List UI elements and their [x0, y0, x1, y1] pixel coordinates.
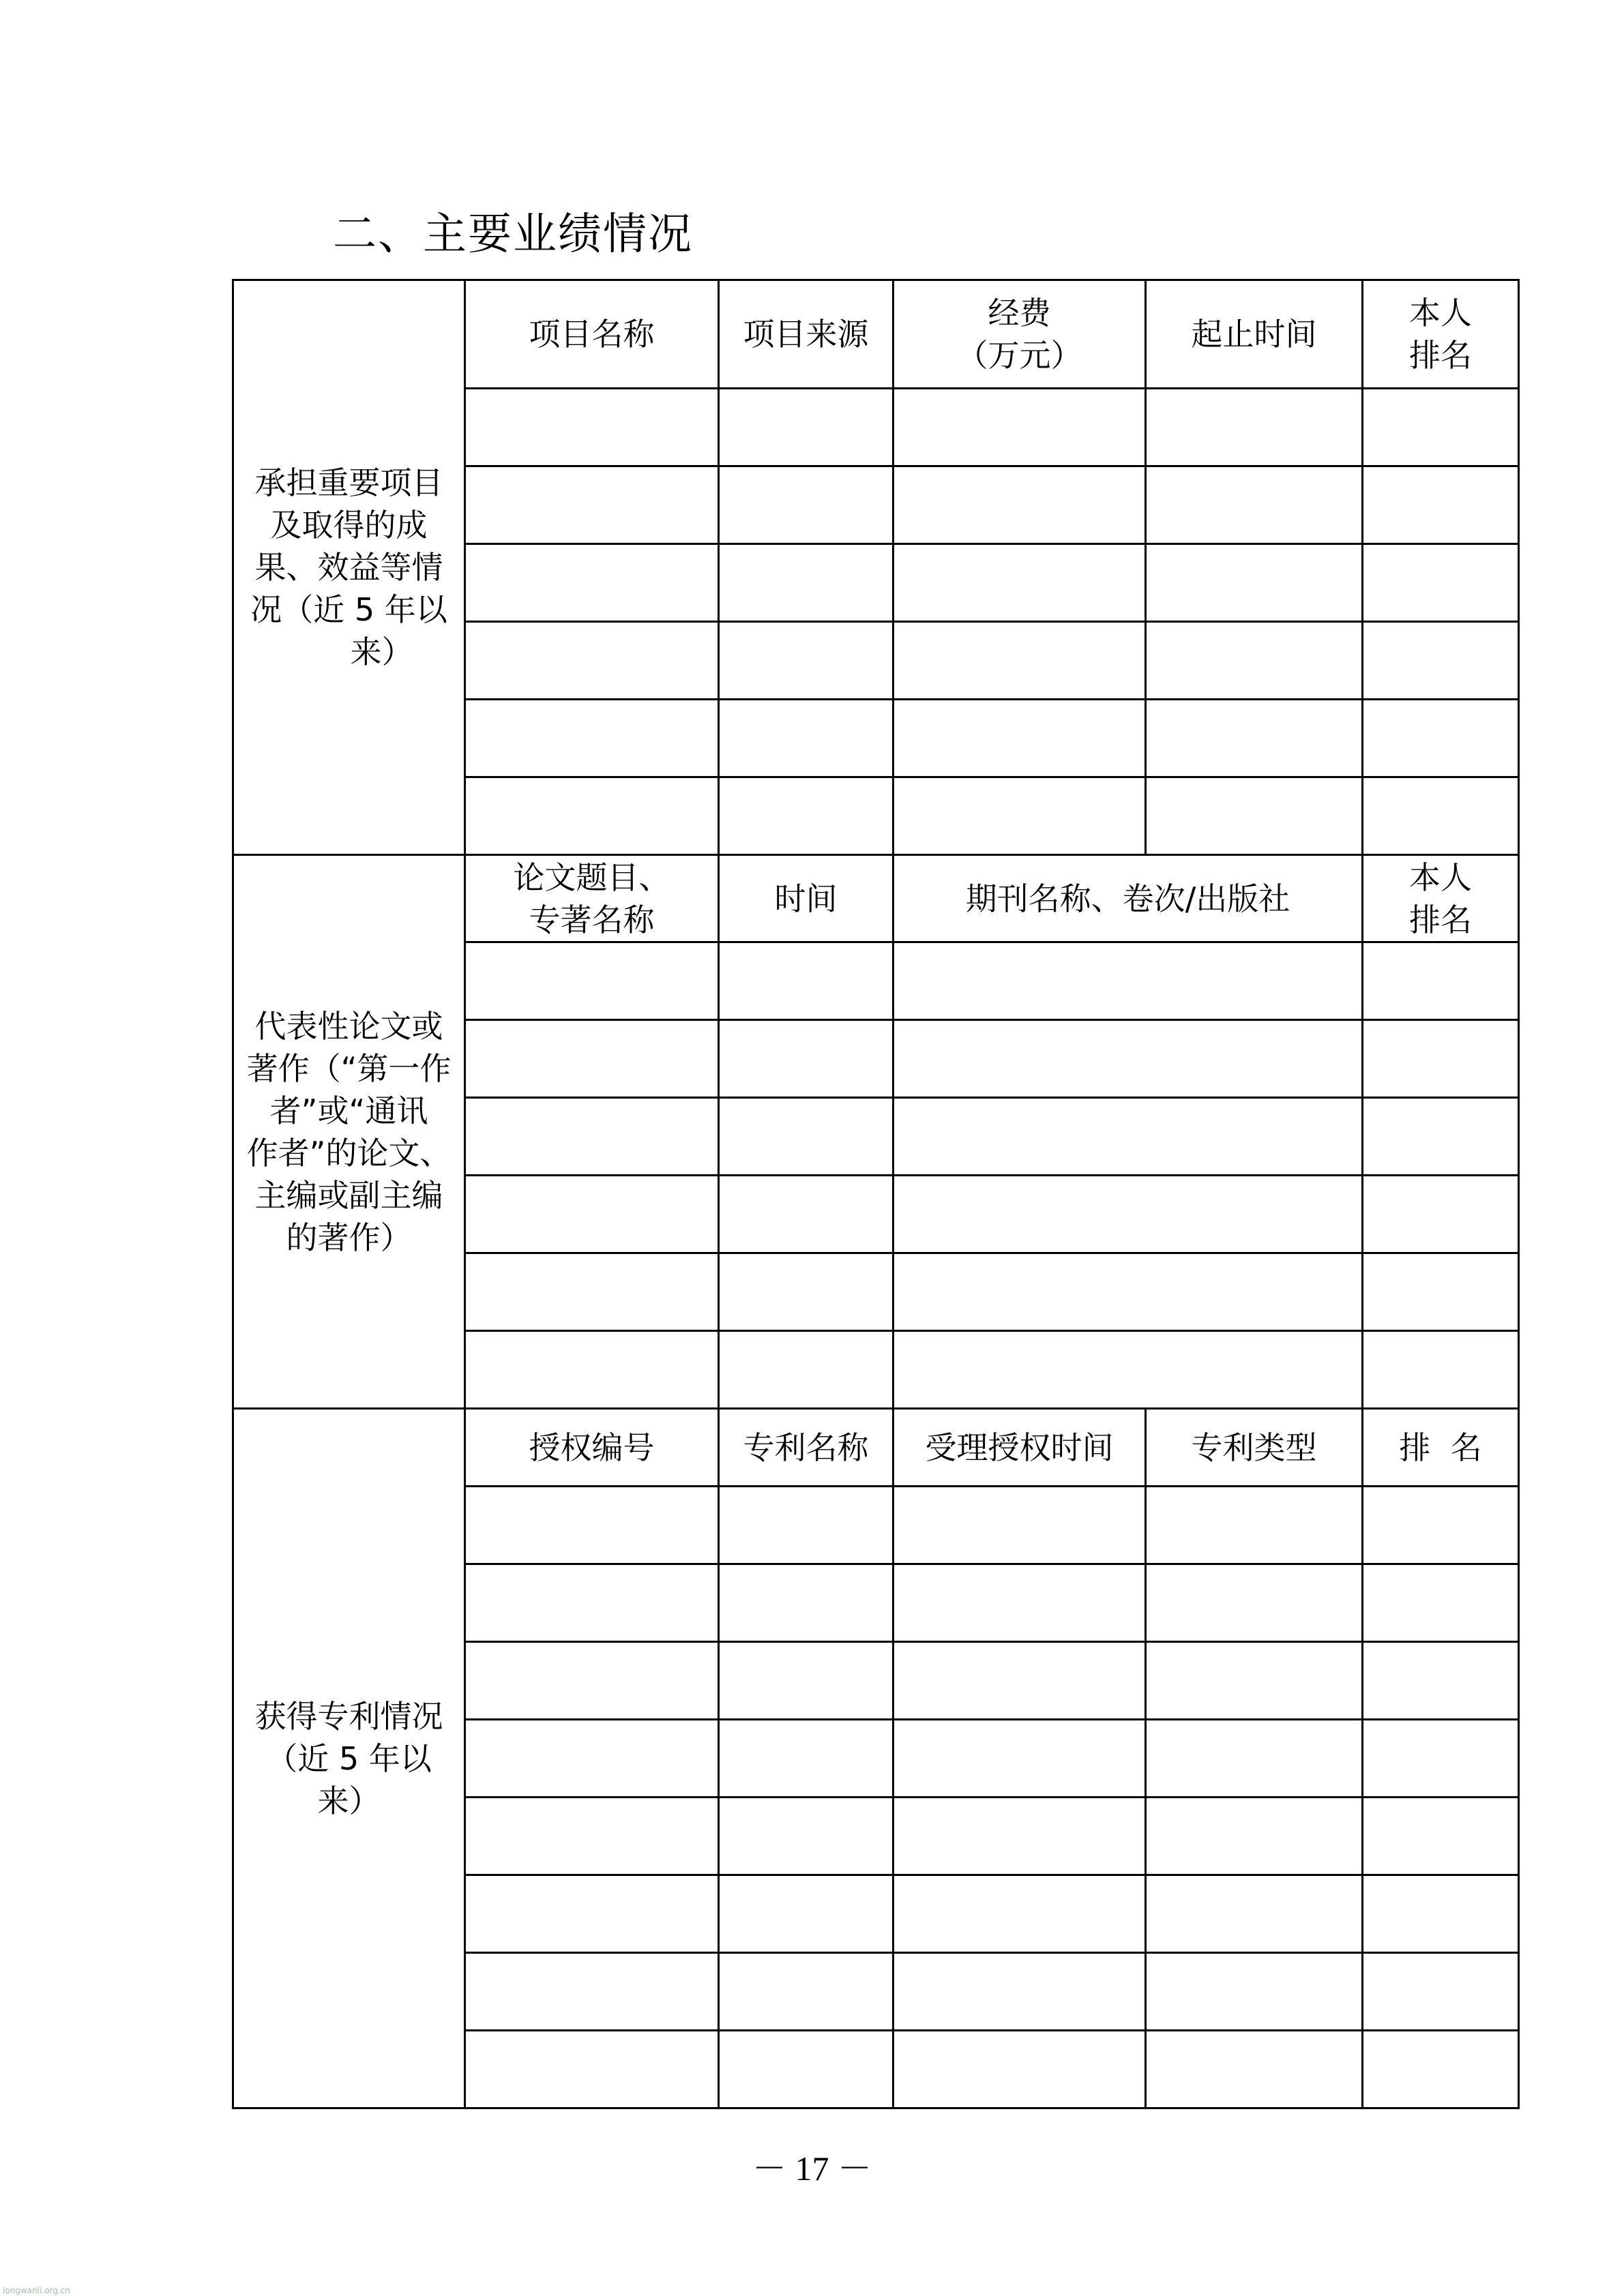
header-project-source: 项目来源 — [719, 280, 894, 389]
cell[interactable] — [719, 1487, 894, 1564]
cell[interactable] — [1146, 544, 1363, 622]
header-journal: 期刊名称、卷次/出版社 — [894, 855, 1363, 942]
cell[interactable] — [465, 1720, 719, 1798]
cell[interactable] — [465, 389, 719, 466]
cell[interactable] — [465, 622, 719, 700]
cell[interactable] — [465, 544, 719, 622]
cell[interactable] — [1363, 1564, 1519, 1642]
watermark: longwanli.org.cn — [3, 2286, 70, 2295]
cell[interactable] — [1363, 1798, 1519, 1875]
cell[interactable] — [1363, 1098, 1519, 1176]
cell[interactable] — [894, 1098, 1363, 1176]
cell[interactable] — [1146, 700, 1363, 777]
cell[interactable] — [894, 466, 1146, 544]
cell[interactable] — [465, 942, 719, 1020]
cell[interactable] — [894, 1798, 1146, 1875]
cell[interactable] — [719, 700, 894, 777]
cell[interactable] — [1146, 389, 1363, 466]
cell[interactable] — [719, 1176, 894, 1253]
cell[interactable] — [719, 1798, 894, 1875]
cell[interactable] — [1363, 1953, 1519, 2031]
header-patent-name: 专利名称 — [719, 1409, 894, 1487]
cell[interactable] — [1363, 1487, 1519, 1564]
cell[interactable] — [465, 777, 719, 855]
cell[interactable] — [465, 1564, 719, 1642]
cell[interactable] — [894, 1875, 1146, 1953]
cell[interactable] — [465, 700, 719, 777]
cell[interactable] — [1363, 622, 1519, 700]
cell[interactable] — [465, 1875, 719, 1953]
cell[interactable] — [1146, 1953, 1363, 2031]
cell[interactable] — [719, 1098, 894, 1176]
cell[interactable] — [1363, 777, 1519, 855]
cell[interactable] — [719, 466, 894, 544]
cell[interactable] — [894, 1331, 1363, 1409]
cell[interactable] — [719, 1875, 894, 1953]
cell[interactable] — [465, 1487, 719, 1564]
cell[interactable] — [719, 1953, 894, 2031]
cell[interactable] — [894, 1564, 1146, 1642]
cell[interactable] — [894, 622, 1146, 700]
cell[interactable] — [894, 2031, 1146, 2108]
cell[interactable] — [719, 1642, 894, 1720]
cell[interactable] — [894, 777, 1146, 855]
cell[interactable] — [719, 2031, 894, 2108]
header-patent-type: 专利类型 — [1146, 1409, 1363, 1487]
cell[interactable] — [1363, 1331, 1519, 1409]
cell[interactable] — [894, 1953, 1146, 2031]
cell[interactable] — [894, 544, 1146, 622]
cell[interactable] — [894, 1720, 1146, 1798]
cell[interactable] — [1146, 622, 1363, 700]
cell[interactable] — [1363, 1720, 1519, 1798]
cell[interactable] — [465, 466, 719, 544]
cell[interactable] — [1363, 942, 1519, 1020]
cell[interactable] — [1146, 1798, 1363, 1875]
cell[interactable] — [1363, 700, 1519, 777]
cell[interactable] — [719, 1564, 894, 1642]
cell[interactable] — [894, 1253, 1363, 1331]
cell[interactable] — [719, 942, 894, 1020]
header-grant-date: 受理授权时间 — [894, 1409, 1146, 1487]
cell[interactable] — [1363, 1020, 1519, 1098]
papers-header-row — [233, 855, 1519, 942]
patents-label: 获得专利情况 （近 5 年以 来） — [233, 1409, 465, 2108]
page-number: － 17 － — [752, 2149, 872, 2188]
cell[interactable] — [1363, 1253, 1519, 1331]
cell[interactable] — [1146, 466, 1363, 544]
cell[interactable] — [719, 1720, 894, 1798]
cell[interactable] — [1363, 1176, 1519, 1253]
header-paper-time: 时间 — [719, 855, 894, 942]
cell[interactable] — [1363, 1875, 1519, 1953]
cell[interactable] — [465, 1176, 719, 1253]
cell[interactable] — [719, 544, 894, 622]
cell[interactable] — [465, 2031, 719, 2108]
cell[interactable] — [1146, 1487, 1363, 1564]
cell[interactable] — [894, 700, 1146, 777]
cell[interactable] — [1146, 1564, 1363, 1642]
cell[interactable] — [465, 1798, 719, 1875]
achievements-table — [232, 279, 1520, 2109]
cell[interactable] — [719, 1020, 894, 1098]
cell[interactable] — [894, 1020, 1363, 1098]
papers-label: 代表性论文或 著作（“第一作 者”或“通讯 作者”的论文、 主编或副主编 的著作） — [233, 855, 465, 1409]
header-funding: 经费 （万元） — [894, 280, 1146, 389]
projects-header-row — [233, 280, 1519, 389]
header-paper-title: 论文题目、 专著名称 — [465, 855, 719, 942]
cell[interactable] — [894, 389, 1146, 466]
cell[interactable] — [465, 1953, 719, 2031]
cell[interactable] — [1146, 2031, 1363, 2108]
cell[interactable] — [465, 1020, 719, 1098]
cell[interactable] — [719, 389, 894, 466]
cell[interactable] — [465, 1098, 719, 1176]
cell[interactable] — [894, 1642, 1146, 1720]
cell[interactable] — [1363, 389, 1519, 466]
cell[interactable] — [465, 1331, 719, 1409]
section-heading: 二、主要业绩情况 — [333, 209, 693, 260]
cell[interactable] — [1363, 466, 1519, 544]
header-rank: 排 名 — [1363, 1409, 1519, 1487]
cell[interactable] — [1363, 544, 1519, 622]
cell[interactable] — [894, 942, 1363, 1020]
header-grant-number: 授权编号 — [465, 1409, 719, 1487]
cell[interactable] — [1146, 1642, 1363, 1720]
cell[interactable] — [894, 1487, 1146, 1564]
cell[interactable] — [719, 1253, 894, 1331]
header-own-rank: 本人 排名 — [1363, 855, 1519, 942]
patents-header-row — [233, 1409, 1519, 1487]
header-project-name: 项目名称 — [465, 280, 719, 389]
cell[interactable] — [1363, 2031, 1519, 2108]
cell[interactable] — [894, 1176, 1363, 1253]
cell[interactable] — [719, 1331, 894, 1409]
header-period: 起止时间 — [1146, 280, 1363, 389]
cell[interactable] — [1146, 1720, 1363, 1798]
cell[interactable] — [1146, 777, 1363, 855]
projects-label: 承担重要项目 及取得的成 果、效益等情 况（近 5 年以 来） — [233, 280, 465, 855]
cell[interactable] — [719, 777, 894, 855]
cell[interactable] — [1146, 1875, 1363, 1953]
cell[interactable] — [1363, 1642, 1519, 1720]
cell[interactable] — [465, 1253, 719, 1331]
cell[interactable] — [465, 1642, 719, 1720]
header-own-rank: 本人 排名 — [1363, 280, 1519, 389]
cell[interactable] — [719, 622, 894, 700]
